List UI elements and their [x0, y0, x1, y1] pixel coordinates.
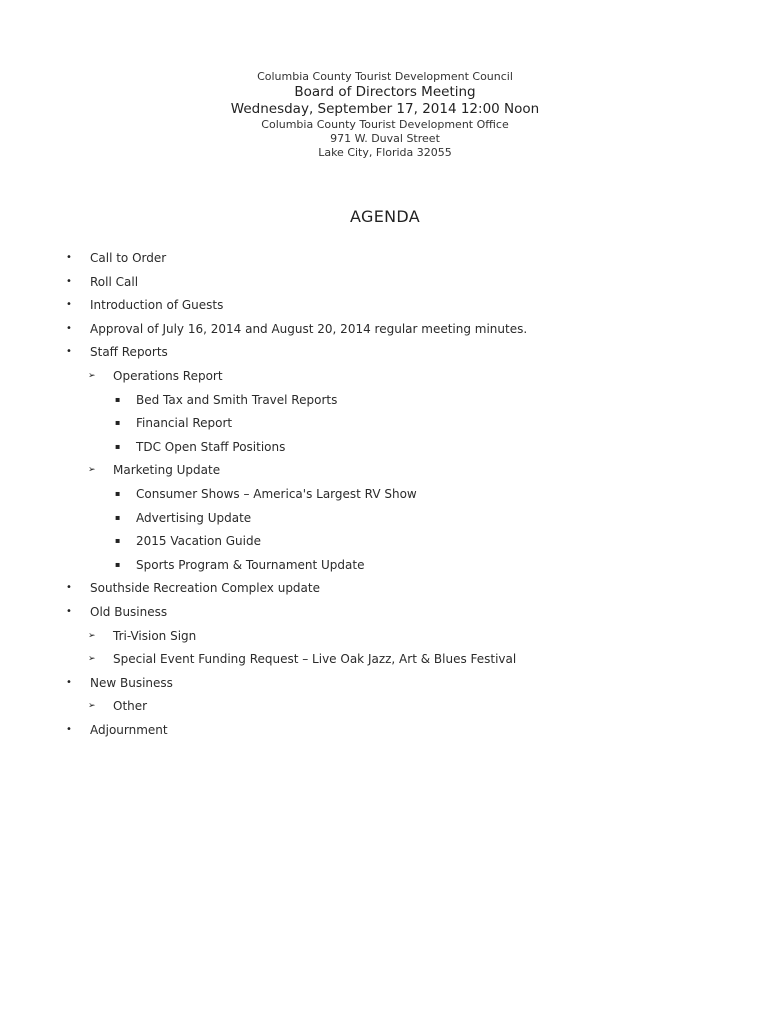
office-name: Columbia County Tourist Development Office — [261, 118, 509, 131]
bullet-dot-icon: • — [66, 346, 72, 358]
meeting-title: Board of Directors Meeting — [294, 84, 476, 100]
organization-name: Columbia County Tourist Development Council — [257, 70, 513, 83]
square-bullet-icon: ▪ — [115, 512, 121, 522]
square-bullet-icon: ▪ — [115, 536, 121, 546]
arrowhead-bullet-icon: ➢ — [88, 701, 96, 712]
bullet-dot-icon: • — [66, 322, 72, 334]
square-bullet-icon: ▪ — [115, 488, 121, 498]
agenda-subitem-text: Marketing Update — [113, 463, 221, 478]
agenda-subsubitem — [0, 437, 770, 461]
agenda-item-text: Staff Reports — [90, 345, 168, 360]
agenda-subsubitem — [0, 484, 770, 508]
agenda-subsubitem — [0, 413, 770, 437]
bullet-dot-icon: • — [66, 582, 72, 594]
arrowhead-bullet-icon: ➢ — [88, 465, 96, 476]
agenda-item-text: Introduction of Guests — [90, 298, 224, 313]
agenda-subsubitem-text: Financial Report — [136, 416, 233, 431]
arrowhead-bullet-icon: ➢ — [88, 370, 96, 381]
agenda-item-text: Call to Order — [90, 251, 167, 265]
agenda-item-text: Adjournment — [90, 722, 168, 737]
meeting-datetime: Wednesday, September 17, 2014 12:00 Noon — [230, 101, 540, 117]
arrowhead-bullet-icon: ➢ — [88, 654, 96, 665]
city-address: Lake City, Florida 32055 — [318, 146, 452, 159]
agenda-subitem-text: Tri-Vision Sign — [113, 628, 197, 643]
agenda-subitem — [0, 460, 770, 484]
agenda-item — [0, 720, 770, 744]
agenda-item — [0, 342, 770, 366]
agenda-subitem — [0, 366, 770, 390]
street-address: 971 W. Duval Street — [330, 132, 440, 145]
agenda-subitem — [0, 626, 770, 650]
agenda-subitem — [0, 696, 770, 720]
agenda-subsubitem-text: Consumer Shows – America's Largest RV Show — [136, 486, 417, 501]
bullet-dot-icon: • — [66, 676, 72, 688]
agenda-item-text: Approval of July 16, 2014 and August 20, 2014 regular meeting minutes. — [90, 321, 528, 336]
agenda-subitem-text: Other — [113, 699, 148, 714]
agenda-item — [0, 319, 770, 343]
agenda-item — [0, 602, 770, 626]
agenda-item-text: Southside Recreation Complex update — [90, 581, 320, 596]
bullet-dot-icon: • — [66, 605, 72, 617]
document-header — [0, 70, 770, 160]
agenda-subsubitem — [0, 390, 770, 414]
agenda-item — [0, 578, 770, 602]
agenda-heading: AGENDA — [350, 207, 420, 226]
bullet-dot-icon: • — [66, 275, 72, 287]
agenda-subitem-text: Special Event Funding Request – Live Oak Jazz, Art & Blues Festival — [113, 652, 517, 667]
agenda-subsubitem-text: Bed Tax and Smith Travel Reports — [136, 392, 338, 407]
agenda-subitem — [0, 649, 770, 673]
agenda-subsubitem — [0, 555, 770, 579]
agenda-item — [0, 272, 770, 296]
agenda-item-text: Old Business — [90, 604, 168, 619]
bullet-dot-icon: • — [66, 252, 72, 263]
bullet-dot-icon: • — [66, 723, 72, 735]
arrowhead-bullet-icon: ➢ — [88, 630, 96, 641]
agenda-subsubitem — [0, 531, 770, 555]
agenda-item-text: New Business — [90, 675, 173, 690]
agenda-list — [0, 248, 770, 743]
square-bullet-icon: ▪ — [115, 394, 121, 404]
agenda-item — [0, 295, 770, 319]
square-bullet-icon: ▪ — [115, 418, 121, 428]
agenda-subsubitem-text: TDC Open Staff Positions — [136, 439, 286, 454]
square-bullet-icon: ▪ — [115, 559, 121, 569]
agenda-subsubitem-text: 2015 Vacation Guide — [136, 534, 261, 549]
agenda-subsubitem-text: Advertising Update — [136, 510, 252, 525]
agenda-item — [0, 248, 770, 272]
square-bullet-icon: ▪ — [115, 441, 121, 451]
agenda-subitem-text: Operations Report — [113, 368, 223, 383]
agenda-subsubitem-text: Sports Program & Tournament Update — [136, 557, 365, 572]
agenda-subsubitem — [0, 508, 770, 532]
bullet-dot-icon: • — [66, 299, 72, 311]
agenda-item-text: Roll Call — [90, 274, 139, 289]
agenda-item — [0, 673, 770, 697]
